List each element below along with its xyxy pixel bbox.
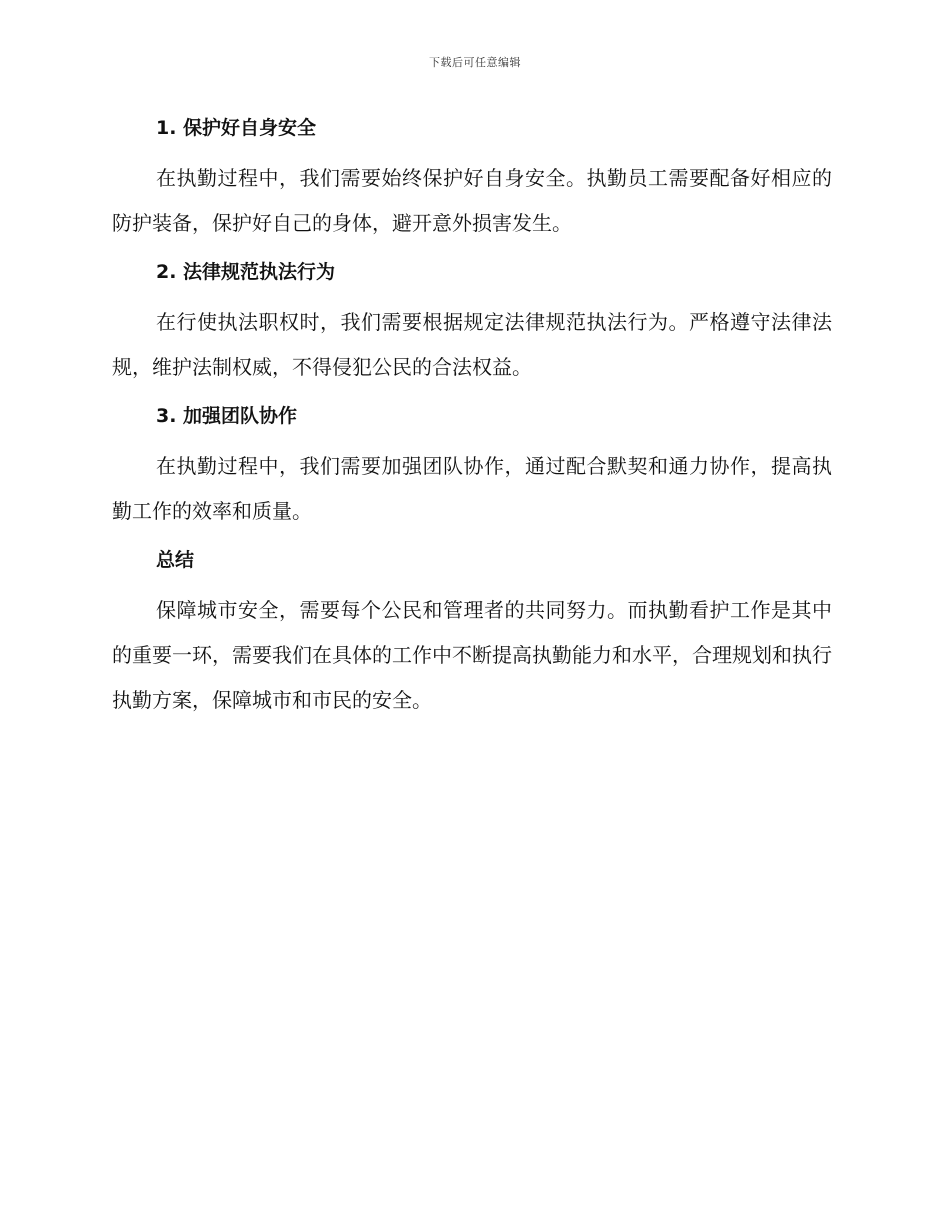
section-paragraph: 在行使执法职权时，我们需要根据规定法律规范执法行为。严格遵守法律法规，维护法制权威，不得侵犯公民的合法权益。 (112, 310, 832, 379)
document-body (112, 112, 832, 733)
section-paragraph: 保障城市安全，需要每个公民和管理者的共同努力。而执勤看护工作是其中的重要一环，需要我们在具体的工作中不断提高执勤能力和水平，合理规划和执行执勤方案，保障城市和市民的安全。 (112, 598, 832, 712)
section-heading: 总结 (156, 549, 195, 571)
section-heading: 2. 法律规范执法行为 (156, 261, 336, 283)
section-heading: 1. 保护好自身安全 (156, 117, 317, 139)
section-heading: 3. 加强团队协作 (156, 405, 298, 427)
section-law-enforcement (112, 256, 832, 390)
section-teamwork (112, 400, 832, 534)
section-summary (112, 544, 832, 723)
section-paragraph: 在执勤过程中，我们需要始终保护好自身安全。执勤员工需要配备好相应的防护装备，保护好自己的身体，避开意外损害发生。 (112, 166, 832, 235)
section-self-safety (112, 112, 832, 246)
section-paragraph: 在执勤过程中，我们需要加强团队协作，通过配合默契和通力协作，提高执勤工作的效率和质量。 (112, 454, 832, 523)
header-note: 下载后可任意编辑 (429, 56, 521, 69)
